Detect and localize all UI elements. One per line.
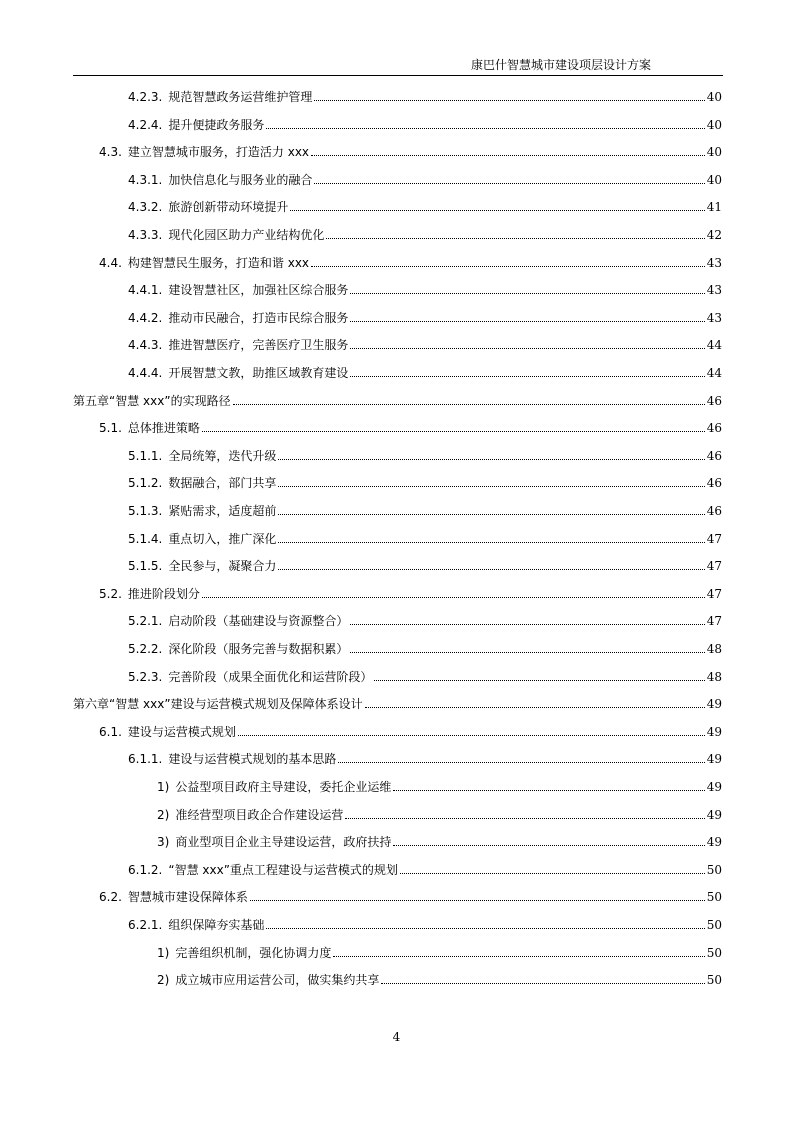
- toc-entry-number: 第六章: [73, 697, 110, 712]
- toc-entry-number: 5.1.3.: [128, 504, 163, 518]
- toc-entry[interactable]: [99, 876, 722, 904]
- toc-entry-number: 6.1.2.: [128, 862, 163, 877]
- toc-entry-title: 商业型项目企业主导建设运营，政府扶持: [175, 835, 392, 850]
- toc-entry-number: 5.1.1.: [128, 448, 163, 463]
- toc-entry-page: 40: [706, 145, 722, 160]
- toc-entry-page: 49: [706, 807, 722, 822]
- toc-entry-page: 50: [706, 890, 722, 905]
- toc-dot-leader: [350, 624, 704, 625]
- toc-entry-page: 47: [706, 531, 722, 546]
- toc-entry-page: 46: [706, 421, 722, 436]
- toc-dot-leader: [314, 100, 704, 101]
- toc-entry-title: 规范智慧政务运营维护管理: [168, 90, 313, 104]
- toc-entry[interactable]: [128, 324, 722, 352]
- toc-entry-title: 深化阶段（服务完善与数据积累）: [168, 642, 349, 656]
- toc-dot-leader: [278, 569, 704, 570]
- toc-entry[interactable]: [128, 76, 722, 104]
- toc-entry-page: 46: [706, 393, 722, 408]
- toc-entry-page: 46: [706, 504, 722, 518]
- toc-dot-leader: [393, 790, 704, 791]
- toc-entry[interactable]: [99, 711, 722, 739]
- toc-entry-title: 紧贴需求，适度超前: [168, 504, 277, 518]
- toc-entry-number: 6.2.1.: [128, 918, 163, 932]
- toc-entry-number: 5.2.1.: [128, 614, 163, 629]
- toc-dot-leader: [278, 486, 704, 487]
- toc-entry-page: 43: [706, 255, 722, 270]
- toc-entry-number: 2): [157, 973, 170, 988]
- toc-entry[interactable]: [128, 435, 722, 463]
- toc-entry-number: 5.1.5.: [128, 559, 163, 574]
- toc-entry-number: 4.3.: [99, 145, 122, 160]
- toc-entry-page: 49: [706, 697, 722, 712]
- toc-entry[interactable]: [128, 104, 722, 132]
- toc-dot-leader: [202, 431, 705, 432]
- toc-entry-title: 开展智慧文教，助推区域教育建设: [168, 366, 349, 380]
- toc-entry-number: 5.2.3.: [128, 669, 163, 684]
- toc-dot-leader: [233, 404, 705, 405]
- toc-dot-leader: [326, 238, 704, 239]
- toc-entry-number: 3): [157, 835, 170, 850]
- toc-dot-leader: [400, 873, 705, 874]
- toc-entry-number: 6.1.: [99, 724, 122, 739]
- toc-entry-page: 40: [706, 90, 722, 104]
- page-number: 4: [392, 1030, 401, 1044]
- toc-dot-leader: [278, 459, 704, 460]
- toc-entry[interactable]: [157, 794, 722, 822]
- toc-entry-number: 第五章: [73, 393, 110, 408]
- toc-entry[interactable]: [128, 518, 722, 546]
- toc-entry-page: 49: [706, 780, 722, 794]
- toc-entry-number: 4.2.4.: [128, 117, 163, 132]
- toc-entry-page: 50: [706, 918, 722, 932]
- toc-entry-number: 5.1.4.: [128, 531, 163, 546]
- toc-entry-title: 数据融合，部门共享: [168, 476, 277, 491]
- toc-entry[interactable]: [99, 131, 722, 159]
- toc-entry[interactable]: [157, 766, 722, 794]
- toc-entry-number: 4.4.2.: [128, 310, 163, 325]
- toc-entry-number: 4.4.: [99, 255, 122, 270]
- toc-entry-number: 5.1.2.: [128, 476, 163, 491]
- toc-entry[interactable]: [128, 159, 722, 187]
- toc-entry-number: 6.2.: [99, 890, 122, 905]
- toc-entry-title: 旅游创新带动环境提升: [168, 200, 289, 215]
- toc-entry-title: 全民参与，凝聚合力: [168, 559, 277, 574]
- toc-entry[interactable]: [128, 600, 722, 628]
- toc-entry-page: 49: [706, 835, 722, 850]
- toc-entry-title: 完善组织机制，强化协调力度: [175, 945, 332, 960]
- toc-entry-page: 49: [706, 752, 722, 767]
- toc-entry-page: 41: [706, 200, 722, 215]
- toc-entry-number: 5.2.2.: [128, 642, 163, 656]
- toc-entry-number: 1): [157, 780, 170, 794]
- toc-entry[interactable]: [128, 490, 722, 518]
- toc-entry-title: 构建智慧民生服务，打造和谐 xxx: [127, 255, 310, 270]
- toc-dot-leader: [381, 983, 704, 984]
- toc-dot-leader: [350, 321, 704, 322]
- toc-dot-leader: [278, 542, 704, 543]
- toc-entry-page: 47: [706, 559, 722, 574]
- toc-dot-leader: [290, 210, 704, 211]
- toc-entry[interactable]: [157, 821, 722, 849]
- toc-entry-title: 建设与运营模式规划: [127, 724, 236, 739]
- toc-entry-title: 建设与运营模式规划的基本思路: [168, 752, 337, 767]
- toc-entry[interactable]: [99, 407, 722, 435]
- toc-dot-leader: [311, 266, 705, 267]
- toc-dot-leader: [350, 376, 704, 377]
- toc-entry-title: 启动阶段（基础建设与资源整合）: [168, 614, 349, 629]
- toc-entry[interactable]: [128, 462, 722, 490]
- toc-entry[interactable]: [99, 242, 722, 270]
- toc-entry-number: 4.4.1.: [128, 283, 163, 298]
- toc-entry-page: 40: [706, 117, 722, 132]
- toc-entry-title: 加快信息化与服务业的融合: [168, 172, 313, 187]
- toc-entry-page: 44: [706, 366, 722, 380]
- toc-entry-page: 46: [706, 476, 722, 491]
- running-header-title: 康巴什智慧城市建设项层设计方案: [470, 58, 651, 72]
- toc-entry[interactable]: [128, 214, 722, 242]
- toc-dot-leader: [393, 845, 704, 846]
- toc-entry-number: 5.1.: [99, 421, 122, 436]
- toc-entry[interactable]: [128, 849, 722, 877]
- toc-entry-page: 49: [706, 724, 722, 739]
- toc-entry-page: 43: [706, 283, 722, 298]
- toc-entry[interactable]: [128, 352, 722, 380]
- toc-entry-page: 47: [706, 586, 722, 601]
- toc-entry[interactable]: [128, 904, 722, 932]
- toc-entry-title: 建立智慧城市服务，打造活力 xxx: [127, 145, 310, 160]
- toc-entry-number: 5.2.: [99, 586, 122, 601]
- toc-dot-leader: [266, 928, 704, 929]
- toc-entry-number: 2): [157, 807, 170, 822]
- toc-dot-leader: [374, 680, 704, 681]
- toc-entry-page: 48: [706, 669, 722, 684]
- toc-entry-title: 建设智慧社区，加强社区综合服务: [168, 283, 349, 298]
- toc-entry[interactable]: [128, 656, 722, 684]
- toc-dot-leader: [311, 155, 705, 156]
- toc-dot-leader: [350, 348, 704, 349]
- toc-dot-leader: [266, 128, 704, 129]
- toc-entry-number: 4.3.3.: [128, 228, 163, 242]
- toc-entry-page: 48: [706, 642, 722, 656]
- toc-entry-title: “智慧 xxx”建设与运营模式规划及保障体系设计: [109, 697, 363, 712]
- toc-entry[interactable]: [157, 959, 722, 987]
- toc-entry-number: 4.3.1.: [128, 172, 163, 187]
- toc-entry-page: 47: [706, 614, 722, 629]
- toc-entry-title: 提升便捷政务服务: [168, 117, 265, 132]
- toc-entry-title: 重点切入，推广深化: [168, 531, 277, 546]
- toc-dot-leader: [345, 818, 704, 819]
- toc-entry[interactable]: [157, 932, 722, 960]
- toc-entry-number: 4.4.3.: [128, 338, 163, 353]
- toc-entry-title: 全局统筹，迭代升级: [168, 448, 277, 463]
- toc-entry-title: 公益型项目政府主导建设，委托企业运维: [175, 780, 392, 794]
- toc-dot-leader: [333, 956, 704, 957]
- toc-dot-leader: [314, 183, 704, 184]
- toc-entry-number: 4.2.3.: [128, 90, 163, 104]
- toc-dot-leader: [365, 707, 705, 708]
- toc-entry[interactable]: [128, 269, 722, 297]
- toc-entry-title: 智慧城市建设保障体系: [127, 890, 248, 905]
- toc-entry[interactable]: [128, 545, 722, 573]
- toc-entry[interactable]: [128, 738, 722, 766]
- toc-entry-page: 40: [706, 172, 722, 187]
- toc-entry-page: 42: [706, 228, 722, 242]
- toc-entry-title: 准经营型项目政企合作建设运营: [175, 807, 344, 822]
- toc-entry-page: 50: [706, 862, 722, 877]
- toc-entry-title: 推动市民融合，打造市民综合服务: [168, 310, 349, 325]
- toc-dot-leader: [278, 514, 704, 515]
- toc-entry-page: 50: [706, 945, 722, 960]
- toc-dot-leader: [350, 293, 704, 294]
- toc-entry[interactable]: [73, 683, 722, 711]
- toc-entry-page: 50: [706, 973, 722, 988]
- toc-dot-leader: [202, 597, 705, 598]
- toc-entry[interactable]: [128, 628, 722, 656]
- toc-entry-title: 总体推进策略: [127, 421, 200, 436]
- toc-entry-page: 46: [706, 448, 722, 463]
- toc-entry-title: 推进阶段划分: [127, 586, 200, 601]
- toc-entry-number: 4.3.2.: [128, 200, 163, 215]
- toc-entry-title: 组织保障夯实基础: [168, 918, 265, 932]
- toc-entry-title: 完善阶段（成果全面优化和运营阶段）: [168, 669, 373, 684]
- toc-entry[interactable]: [128, 186, 722, 214]
- toc-entry[interactable]: [128, 297, 722, 325]
- toc-entry[interactable]: [99, 573, 722, 601]
- toc-entry-title: 成立城市应用运营公司，做实集约共享: [175, 973, 380, 988]
- toc-entry-number: 4.4.4.: [128, 366, 163, 380]
- toc-entry-title: “智慧 xxx”的实现路径: [109, 393, 231, 408]
- toc-dot-leader: [250, 900, 705, 901]
- toc-entry-number: 6.1.1.: [128, 752, 163, 767]
- toc-entry-page: 43: [706, 310, 722, 325]
- toc-entry-title: “智慧 xxx”重点工程建设与运营模式的规划: [168, 862, 398, 877]
- toc-entry-title: 现代化园区助力产业结构优化: [168, 228, 325, 242]
- toc-entry-page: 44: [706, 338, 722, 353]
- toc-entry[interactable]: [73, 380, 722, 408]
- toc-dot-leader: [350, 652, 704, 653]
- toc-dot-leader: [338, 762, 704, 763]
- toc-dot-leader: [238, 735, 705, 736]
- toc-entry-number: 1): [157, 945, 170, 960]
- toc-entry-title: 推进智慧医疗，完善医疗卫生服务: [168, 338, 349, 353]
